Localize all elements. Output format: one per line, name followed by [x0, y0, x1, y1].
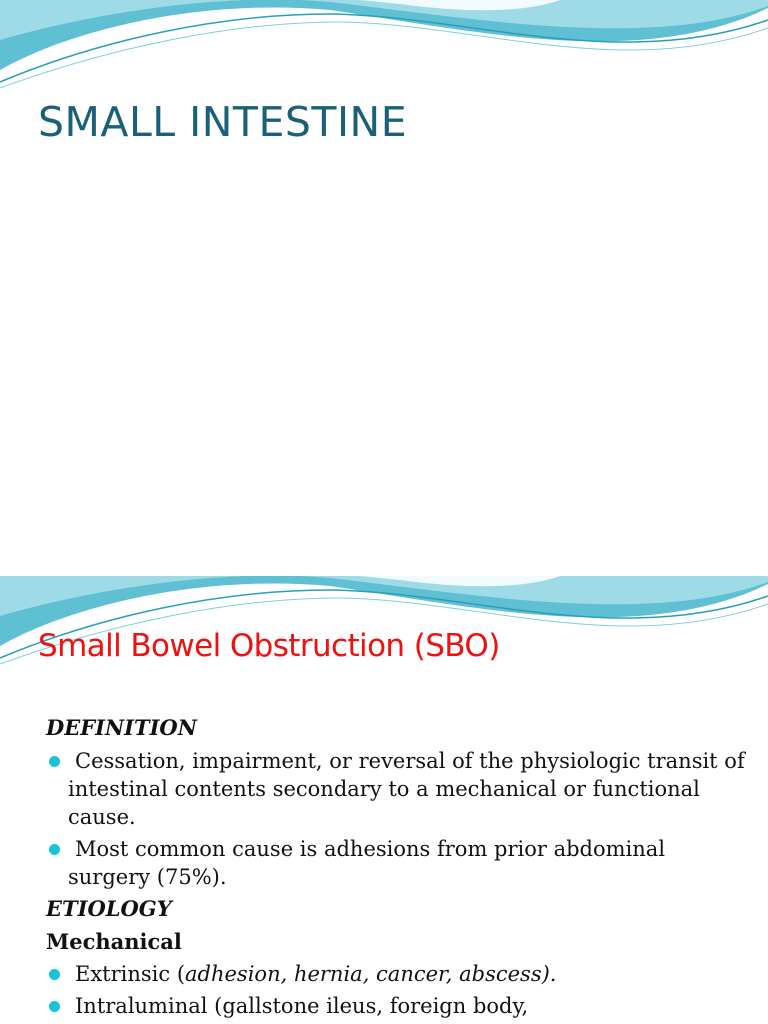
slide-sbo [0, 576, 768, 1024]
etiology-heading: ETIOLOGY [46, 896, 172, 921]
slide-body [46, 714, 746, 1024]
list-item [46, 992, 746, 1020]
slide-title: Small Bowel Obstruction (SBO) [38, 628, 500, 664]
definition-heading: DEFINITION [46, 715, 197, 740]
list-item [46, 835, 746, 891]
list-item [46, 747, 746, 831]
bullet-text: Most common cause is adhesions from prior abdominal surgery (75%). [68, 837, 666, 889]
bullet-text: Cessation, impairment, or reversal of the physiologic transit of intestinal contents secondary to a mechanical or functional cause. [68, 749, 745, 829]
slide-title: SMALL INTESTINE [38, 98, 408, 146]
mechanical-heading: Mechanical [46, 929, 182, 954]
slide-header-wave [0, 0, 768, 100]
bullet-dot-icon [49, 844, 60, 855]
bullet-dot-icon [49, 969, 60, 980]
bullet-text [68, 992, 746, 1020]
bullet-dot-icon [49, 1001, 60, 1012]
bullet-text-prefix: Extrinsic ( [75, 962, 186, 986]
list-item [46, 960, 746, 988]
bullet-text-prefix: Intraluminal (gallstone ileus, foreign body, [75, 994, 529, 1018]
bullet-text [68, 960, 746, 988]
bullet-dot-icon [49, 756, 60, 767]
bullet-text-italic: adhesion, hernia, cancer, abscess). [185, 962, 557, 986]
